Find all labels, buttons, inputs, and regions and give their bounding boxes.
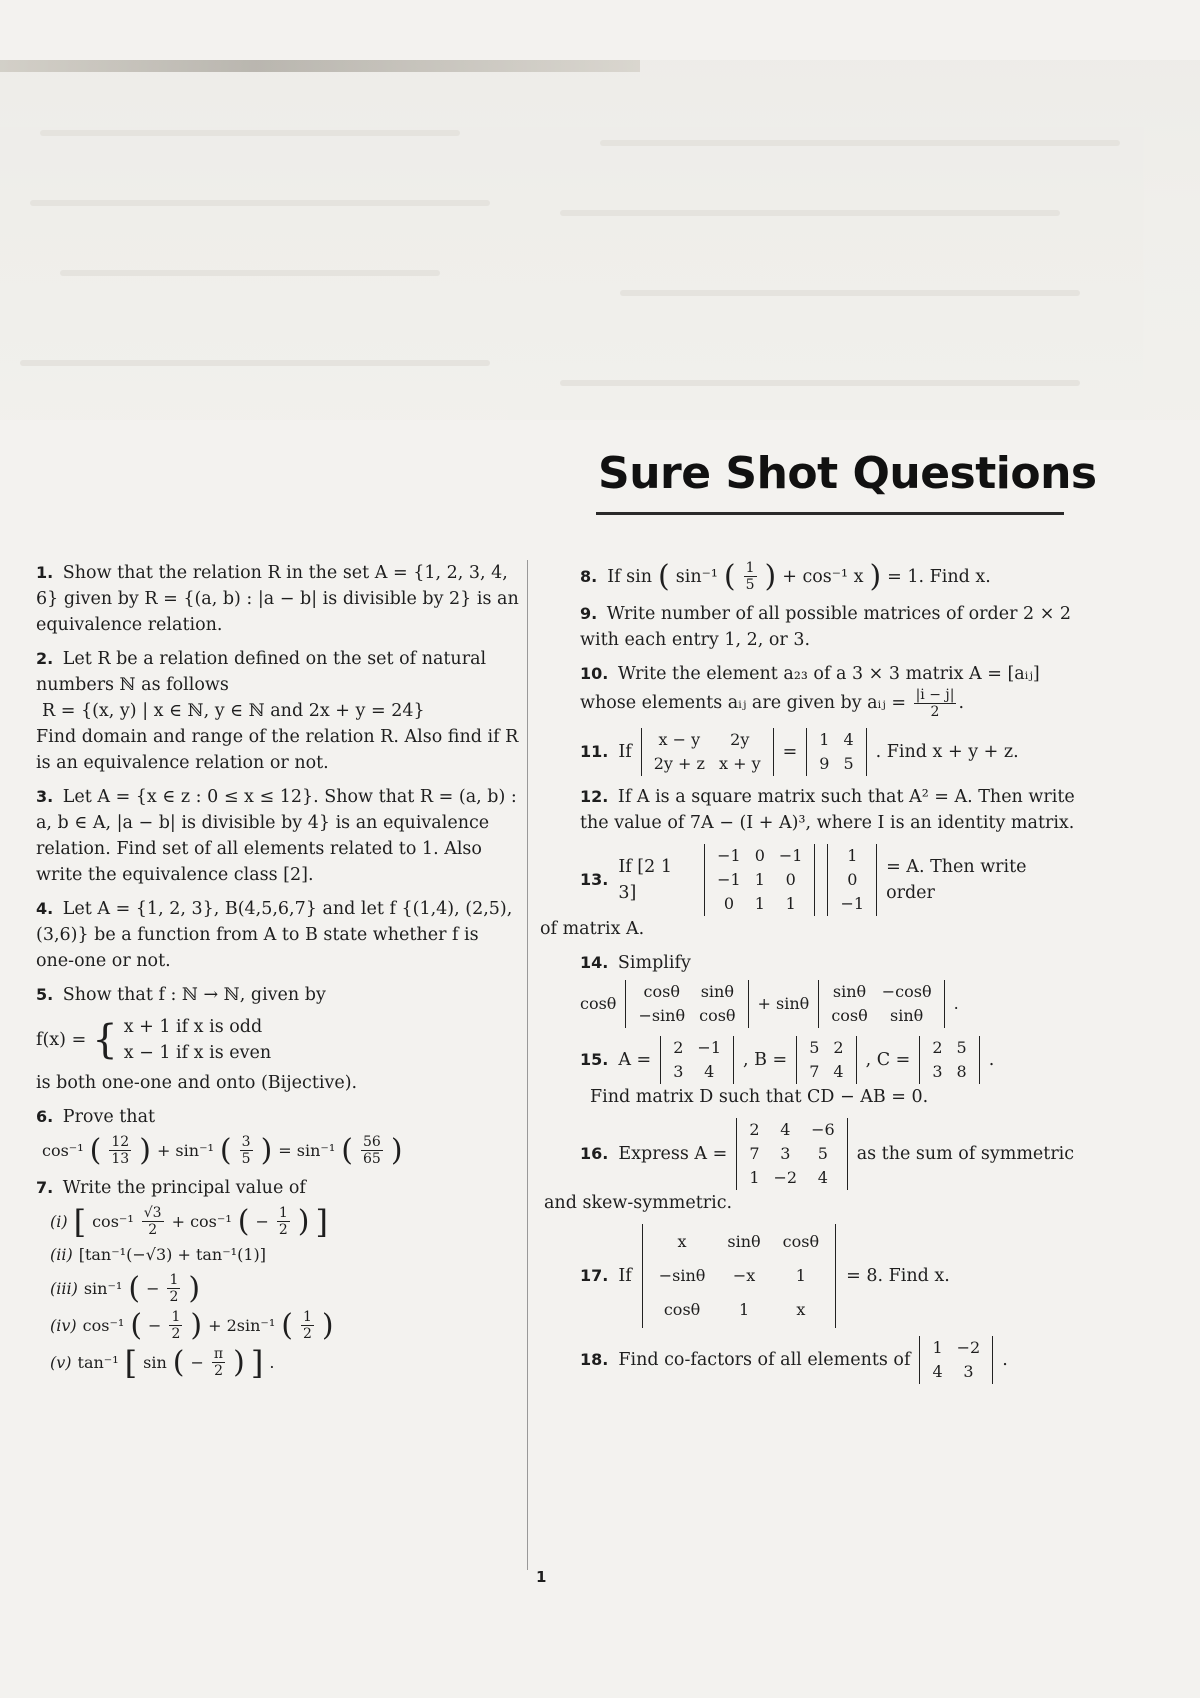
question-number: 8.: [580, 566, 598, 586]
term: .: [1002, 1350, 1008, 1370]
question-text: Write number of all possible matrices of order 2 × 2 with each entry 1, 2, or 3.: [580, 604, 1072, 650]
cell: 1: [754, 894, 765, 913]
question-number: 13.: [580, 870, 609, 889]
matrix-b: [796, 1036, 856, 1084]
cell: x: [796, 1300, 806, 1319]
question-18: [540, 1336, 1080, 1384]
cell: 8: [956, 1062, 967, 1081]
title-underline: [596, 512, 1064, 515]
question-13: [540, 844, 1080, 942]
denominator: 2: [148, 1222, 158, 1238]
term: = sin⁻¹: [278, 1140, 336, 1160]
matrix-lhs: [641, 728, 774, 776]
page-title: Sure Shot Questions: [598, 448, 1097, 499]
cell: 2y + z: [653, 754, 705, 773]
part-label: (v): [50, 1352, 72, 1372]
question-text: Write the principal value of: [62, 1178, 306, 1198]
question-number: 17.: [580, 1266, 609, 1285]
part-label: (iii): [50, 1278, 78, 1298]
numerator: 12: [111, 1134, 130, 1150]
case-odd: x + 1 if x is odd: [123, 1017, 263, 1037]
identity-expression: cos⁻¹ ( $\frac{12}{13}$ ) + sin⁻¹ ( $\frac{3}{5}$ ) = sin⁻¹ ( $\frac{56}{65}$ ): [42, 1132, 403, 1168]
question-10: 10. Write the element a₂₃ of a 3 × 3 matrix A = [aᵢⱼ] whose elements aᵢⱼ are given by aᵢⱼ = $\frac{|i - j|}{2}$ .: [580, 664, 1040, 720]
right-column: [540, 560, 1080, 1392]
cell: sinθ: [832, 982, 867, 1001]
term: Express A =: [618, 1144, 728, 1164]
part-iii: (iii) sin⁻¹ ( − $\frac{1}{2}$ ): [50, 1270, 201, 1306]
relation-set: R = {(x, y) | x ∈ ℕ, y ∈ ℕ and 2x + y = 24}: [42, 701, 425, 721]
determinant: [642, 1224, 836, 1328]
question-number: 11.: [580, 742, 609, 761]
function-label: f(x) =: [36, 1030, 87, 1050]
term: cos⁻¹: [82, 1315, 125, 1335]
question-text: Let R be a relation defined on the set of natural numbers ℕ as follows: [36, 649, 487, 695]
term: =: [782, 742, 798, 762]
cell: 1: [749, 1168, 760, 1187]
term: cos⁻¹: [42, 1140, 84, 1160]
question-text: Find matrix D such that CD − AB = 0.: [590, 1087, 929, 1107]
question-11: [540, 728, 1080, 776]
cell: 4: [704, 1062, 715, 1081]
denominator: 2: [169, 1289, 179, 1305]
cell: 2: [833, 1038, 844, 1057]
cell: 0: [785, 870, 796, 889]
cell: 1: [932, 1338, 943, 1357]
term: as the sum of symmetric: [856, 1144, 1075, 1164]
page-number: 1: [536, 1568, 547, 1586]
term: = 8. Find x.: [846, 1266, 950, 1286]
numerator: 3: [241, 1134, 251, 1150]
cell: sinθ: [727, 1232, 761, 1251]
question-12: [540, 784, 1080, 836]
column-divider: [527, 560, 528, 1570]
cell: −1: [697, 1038, 721, 1057]
question-6: [0, 1104, 520, 1167]
cell: 0: [847, 870, 858, 889]
part-v: (v) tan⁻¹ [ sin ( − $\frac{\pi}{2}$ ) ] .: [50, 1343, 275, 1382]
numerator: √3: [143, 1205, 162, 1221]
question-number: 16.: [580, 1144, 609, 1163]
question-number: 6.: [36, 1107, 54, 1126]
case-even: x − 1 if x is even: [123, 1043, 272, 1063]
question-number: 14.: [580, 953, 609, 972]
term: cos⁻¹: [92, 1211, 134, 1231]
denominator: 5: [241, 1151, 251, 1167]
question-3: [0, 784, 520, 888]
denominator: 2: [214, 1363, 223, 1379]
cell: cosθ: [831, 1006, 868, 1025]
cell: 2: [749, 1120, 760, 1139]
part-label: (iv): [50, 1315, 77, 1335]
matrix-c: [919, 1036, 979, 1084]
numerator: 1: [171, 1309, 181, 1325]
question-number: 18.: [580, 1350, 609, 1369]
cell: 3: [932, 1062, 943, 1081]
question-text: Show that the relation R in the set A = {1, 2, 3, 4, 6} given by R = {(a, b) : |a − b| is divisible by 2} is an equivalence relation.: [36, 563, 519, 635]
cell: 5: [843, 754, 854, 773]
matrix-first: [625, 980, 748, 1028]
matrix-3x3: [736, 1118, 847, 1190]
term: .: [953, 994, 959, 1013]
cell: −cosθ: [881, 982, 932, 1001]
cell: −2: [956, 1338, 981, 1357]
numerator: 1: [278, 1205, 288, 1221]
term: sin⁻¹: [675, 566, 718, 587]
part-ii: [50, 1242, 520, 1268]
question-text: Let A = {x ∈ z : 0 ≤ x ≤ 12}. Show that R = (a, b) : a, b ∈ A, |a − b| is divisible by 4} is an equivalence relation. Find set of all elements related to 1. Also write the equivalence class [2].: [36, 787, 517, 885]
matrix-a: [660, 1036, 734, 1084]
denominator: 2: [302, 1326, 312, 1342]
term: cosθ: [580, 994, 617, 1013]
cell: 4: [833, 1062, 844, 1081]
cell: 4: [780, 1120, 791, 1139]
denominator: 2: [171, 1326, 181, 1342]
question-text-cont: is both one-one and onto (Bijective).: [36, 1073, 358, 1093]
term: sin⁻¹: [83, 1278, 123, 1298]
numerator: 1: [302, 1309, 312, 1325]
denominator: 5: [745, 577, 755, 593]
cell: 4: [932, 1362, 943, 1381]
cell: −1: [778, 846, 803, 865]
question-number: 15.: [580, 1050, 609, 1069]
part-i: (i) [ cos⁻¹ $\frac{√3}{2}$ + cos⁻¹ ( − $\frac{1}{2}$ ) ]: [50, 1202, 328, 1241]
question-1: [0, 560, 520, 638]
question-text-cont: and skew-symmetric.: [544, 1193, 733, 1213]
cell: 1: [819, 730, 830, 749]
part-label: (i): [50, 1211, 68, 1231]
cell: 4: [817, 1168, 828, 1187]
term: , B =: [743, 1050, 788, 1070]
question-text: Write the element a₂₃ of a 3 × 3 matrix A = [aᵢⱼ] whose elements aᵢⱼ are given by aᵢⱼ =: [580, 664, 1040, 713]
term: tan⁻¹: [77, 1352, 119, 1372]
cell: 1: [795, 1266, 806, 1285]
question-16: [540, 1118, 1080, 1216]
cell: 1: [847, 846, 858, 865]
cell: x + y: [718, 754, 761, 773]
question-2: [0, 646, 520, 776]
denominator: 65: [362, 1151, 381, 1167]
question-text: If A is a square matrix such that A² = A. Then write the value of 7A − (I + A)³, where I is an identity matrix.: [580, 787, 1075, 833]
term: = A. Then write order: [886, 857, 1027, 903]
term: + 2sin⁻¹: [208, 1315, 276, 1335]
question-14: [540, 950, 1080, 1028]
term: + sin⁻¹: [156, 1140, 214, 1160]
question-number: 7.: [36, 1178, 54, 1197]
matrix-second: [818, 980, 944, 1028]
question-text-cont: Find domain and range of the relation R. Also find if R is an equivalence relation or not.: [36, 727, 519, 773]
term: If [2 1 3]: [618, 857, 672, 903]
cell: cosθ: [699, 1006, 736, 1025]
cell: 5: [809, 1038, 820, 1057]
part-label: (ii): [50, 1245, 73, 1264]
cell: 0: [723, 894, 734, 913]
cell: −1: [717, 846, 741, 865]
question-number: 9.: [580, 604, 598, 623]
question-text: Prove that: [62, 1107, 156, 1127]
question-15: 15. A = 2 −1 3 4 , B = 5 2 7 4 , C = 2 5 3 8 . Find matrix D such that CD − AB = 0.: [540, 1036, 1080, 1110]
cell: −1: [717, 870, 741, 889]
term: A =: [618, 1050, 652, 1070]
term: If sin: [607, 566, 653, 587]
cell: 4: [843, 730, 854, 749]
numerator: π: [213, 1346, 224, 1362]
question-number: 1.: [36, 563, 54, 582]
cell: sinθ: [890, 1006, 924, 1025]
question-text: Simplify: [617, 953, 691, 973]
cell: 2y: [730, 730, 750, 749]
term: + cos⁻¹: [171, 1211, 232, 1231]
cell: x: [677, 1232, 687, 1251]
matrix-2x2: [919, 1336, 993, 1384]
term: If: [618, 1266, 632, 1286]
question-number: 10.: [580, 664, 609, 683]
cell: 1: [754, 870, 765, 889]
matrix-3x3: [704, 844, 815, 916]
left-column: [0, 560, 520, 1387]
cell: 7: [749, 1144, 760, 1163]
cell: 1: [738, 1300, 750, 1319]
matrix-rhs: [806, 728, 866, 776]
question-text: Let A = {1, 2, 3}, B(4,5,6,7} and let f {(1,4), (2,5), (3,6)} be a function from A to B state whether f is one-one or not.: [36, 899, 513, 971]
numerator: 56: [362, 1134, 381, 1150]
part-iv: (iv) cos⁻¹ ( − $\frac{1}{2}$ ) + 2sin⁻¹ ( $\frac{1}{2}$ ): [50, 1307, 334, 1343]
term: + cos⁻¹ x: [782, 566, 864, 587]
question-4: [0, 896, 520, 974]
question-9: [540, 601, 1080, 653]
question-7: [0, 1175, 520, 1382]
cell: x − y: [658, 730, 701, 749]
question-number: 5.: [36, 985, 54, 1004]
scan-edge-band: [0, 60, 640, 72]
numerator: 1: [745, 560, 755, 576]
numerator: |i − j|: [915, 687, 955, 703]
cell: −x: [732, 1266, 756, 1285]
question-5: [0, 982, 520, 1096]
cell: 2: [673, 1038, 684, 1057]
term: sin: [143, 1352, 167, 1372]
question-17: [540, 1224, 1080, 1328]
numerator: 1: [169, 1272, 179, 1288]
question-text-cont: of matrix A.: [540, 919, 645, 939]
cell: −1: [840, 894, 865, 913]
term: Find co-factors of all elements of: [618, 1350, 911, 1370]
denominator: 2: [930, 704, 940, 720]
term: , C =: [865, 1050, 911, 1070]
cell: cosθ: [663, 1300, 701, 1319]
term: + sinθ: [757, 994, 810, 1013]
term: = 1. Find x.: [887, 566, 991, 587]
cell: −2: [773, 1168, 798, 1187]
column-vector: [827, 844, 877, 916]
question-number: 2.: [36, 649, 54, 668]
cell: −6: [811, 1120, 835, 1139]
cell: 2: [932, 1038, 943, 1057]
cell: 7: [809, 1062, 820, 1081]
cell: 3: [780, 1144, 791, 1163]
term: If: [618, 742, 632, 762]
cell: cosθ: [643, 982, 680, 1001]
cell: 5: [817, 1144, 828, 1163]
term: . Find x + y + z.: [875, 742, 1019, 762]
question-number: 4.: [36, 899, 54, 918]
bleed-through-area: [0, 60, 1200, 420]
cell: cosθ: [782, 1232, 820, 1251]
cell: 0: [754, 846, 765, 865]
question-number: 12.: [580, 787, 609, 806]
denominator: 2: [278, 1222, 288, 1238]
cell: 3: [673, 1062, 684, 1081]
question-text: Show that f : ℕ → ℕ, given by: [62, 985, 326, 1005]
cell: 9: [819, 754, 830, 773]
expression: [tan⁻¹(−√3) + tan⁻¹(1)]: [78, 1245, 266, 1264]
question-number: 3.: [36, 787, 54, 806]
denominator: 13: [111, 1151, 130, 1167]
cell: 1: [785, 894, 796, 913]
brace-symbol: {: [92, 1017, 118, 1063]
cell: 5: [956, 1038, 967, 1057]
question-8: 8. If sin ( sin⁻¹ ( $\frac{1}{5}$ ) + cos⁻¹ x ) = 1. Find x.: [580, 558, 991, 594]
cell: 3: [963, 1362, 974, 1381]
cell: −sinθ: [638, 1006, 686, 1025]
cell: sinθ: [700, 982, 734, 1001]
cell: −sinθ: [658, 1266, 706, 1285]
